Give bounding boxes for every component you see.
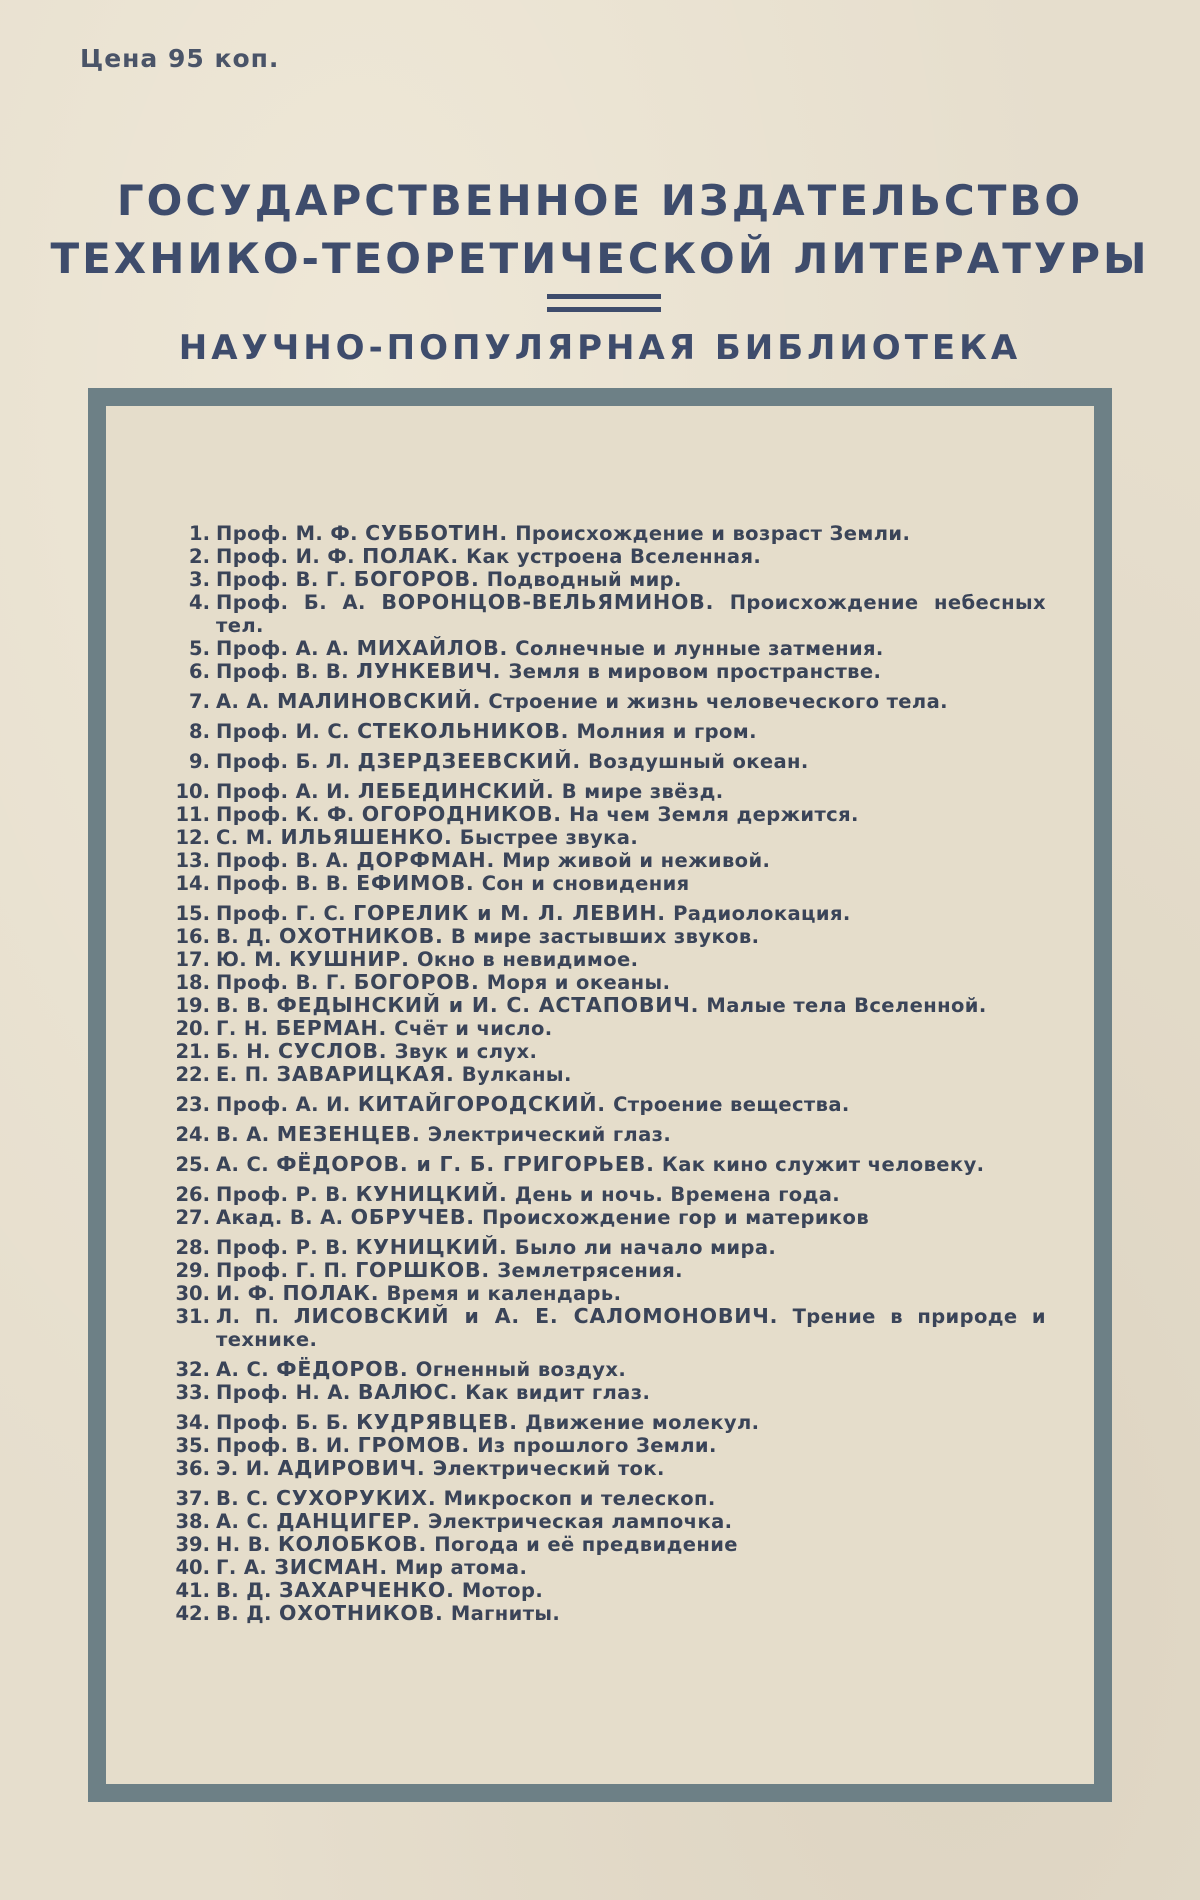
book-author-prefix: Проф. Р. В. xyxy=(216,1236,348,1259)
book-title: Звук и слух. xyxy=(395,1040,538,1063)
book-author-prefix: Проф. Г. С. xyxy=(216,902,346,925)
book-number: 23. xyxy=(166,1093,216,1116)
book-author-name: БОГОРОВ. xyxy=(354,567,480,591)
book-text xyxy=(216,780,1046,803)
book-text xyxy=(216,1017,1046,1040)
book-text xyxy=(216,925,1046,948)
book-author-name: ГОРЕЛИК и М. Л. ЛЕВИН. xyxy=(353,901,666,925)
book-number: 6. xyxy=(166,660,216,683)
book-text xyxy=(216,1305,1046,1351)
book-title: Солнечные и лунные затмения. xyxy=(515,637,883,660)
book-entry xyxy=(166,1579,1046,1602)
book-title: Сон и сновидения xyxy=(482,872,690,895)
book-author-prefix: Проф. К. Ф. xyxy=(216,803,355,826)
book-title: Магниты. xyxy=(451,1602,560,1625)
book-author-name: ФЕДЫНСКИЙ и И. С. АСТАПОВИЧ. xyxy=(277,993,700,1017)
book-text xyxy=(216,1093,1046,1116)
book-number: 9. xyxy=(166,750,216,773)
book-text xyxy=(216,849,1046,872)
book-text xyxy=(216,1123,1046,1146)
book-entry xyxy=(166,1457,1046,1480)
book-number: 22. xyxy=(166,1063,216,1086)
book-number: 28. xyxy=(166,1236,216,1259)
book-author-prefix: Ю. М. xyxy=(216,948,282,971)
book-author-name: ОБРУЧЕВ. xyxy=(351,1205,475,1229)
book-author-name: ВОРОНЦОВ-ВЕЛЬЯМИНОВ. xyxy=(381,590,714,614)
book-number: 14. xyxy=(166,872,216,895)
book-author-prefix: Проф. В. А. xyxy=(216,849,349,872)
book-number: 19. xyxy=(166,994,216,1017)
book-title: Быстрее звука. xyxy=(460,826,638,849)
book-author-name: КОЛОБКОВ. xyxy=(278,1532,427,1556)
book-author-prefix: С. М. xyxy=(216,826,273,849)
book-text xyxy=(216,803,1046,826)
book-entry xyxy=(166,803,1046,826)
book-author-name: ОХОТНИКОВ. xyxy=(279,1601,444,1625)
book-title: Время и календарь. xyxy=(387,1282,622,1305)
book-text xyxy=(216,568,1046,591)
book-author-prefix: Акад. В. А. xyxy=(216,1206,343,1229)
book-author-name: ГРОМОВ. xyxy=(358,1433,470,1457)
book-author-prefix: В. С. xyxy=(216,1487,269,1510)
book-author-prefix: Э. И. xyxy=(216,1457,270,1480)
book-text xyxy=(216,1457,1046,1480)
book-author-name: КИТАЙГОРОДСКИЙ. xyxy=(358,1092,606,1116)
book-number: 11. xyxy=(166,803,216,826)
price-label: Цена 95 коп. xyxy=(80,44,279,73)
book-entry xyxy=(166,720,1046,743)
book-author-prefix: Б. Н. xyxy=(216,1040,271,1063)
book-title: Микроскоп и телескоп. xyxy=(444,1487,716,1510)
book-entry xyxy=(166,1123,1046,1146)
book-author-name: АДИРОВИЧ. xyxy=(277,1456,425,1480)
book-text xyxy=(216,1040,1046,1063)
book-author-prefix: В. Д. xyxy=(216,925,272,948)
book-text xyxy=(216,1411,1046,1434)
book-number: 27. xyxy=(166,1206,216,1229)
book-entry xyxy=(166,826,1046,849)
book-title: В мире застывших звуков. xyxy=(451,925,760,948)
book-title: Огненный воздух. xyxy=(416,1358,626,1381)
book-title: Моря и океаны. xyxy=(487,971,671,994)
book-text xyxy=(216,1510,1046,1533)
book-text xyxy=(216,1602,1046,1625)
book-entry xyxy=(166,545,1046,568)
book-title: Как кино служит человеку. xyxy=(662,1153,985,1176)
book-number: 30. xyxy=(166,1282,216,1305)
book-author-name: КУНИЦКИЙ. xyxy=(356,1235,508,1259)
book-author-prefix: А. А. xyxy=(216,690,270,713)
book-author-name: МАЛИНОВСКИЙ. xyxy=(277,689,481,713)
book-author-name: ЗАВАРИЦКАЯ. xyxy=(276,1062,454,1086)
book-title: Молния и гром. xyxy=(576,720,756,743)
book-text xyxy=(216,1381,1046,1404)
book-text xyxy=(216,902,1046,925)
book-entry xyxy=(166,1358,1046,1381)
book-number: 17. xyxy=(166,948,216,971)
book-entry xyxy=(166,1434,1046,1457)
book-title: Малые тела Вселенной. xyxy=(706,994,986,1017)
book-title: Радиолокация. xyxy=(673,902,851,925)
book-entry xyxy=(166,971,1046,994)
book-author-name: СУХОРУКИХ. xyxy=(276,1486,436,1510)
book-number: 35. xyxy=(166,1434,216,1457)
book-author-name: ЕФИМОВ. xyxy=(356,871,474,895)
book-title: Электрическая лампочка. xyxy=(428,1510,733,1533)
book-author-prefix: Проф. Б. Л. xyxy=(216,750,350,773)
book-author-prefix: Проф. В. В. xyxy=(216,872,349,895)
book-author-prefix: Проф. Г. П. xyxy=(216,1259,348,1282)
book-entry xyxy=(166,591,1046,637)
book-author-prefix: Проф. А. И. xyxy=(216,1093,351,1116)
book-entry xyxy=(166,1602,1046,1625)
book-author-name: ЗАХАРЧЕНКО. xyxy=(279,1578,455,1602)
book-number: 29. xyxy=(166,1259,216,1282)
book-entry xyxy=(166,780,1046,803)
book-author-prefix: Проф. В. Г. xyxy=(216,568,347,591)
book-title: Мотор. xyxy=(462,1579,543,1602)
book-entry xyxy=(166,690,1046,713)
book-number: 5. xyxy=(166,637,216,660)
book-author-prefix: А. С. xyxy=(216,1153,269,1176)
book-number: 39. xyxy=(166,1533,216,1556)
publisher-title xyxy=(0,172,1200,288)
book-title: Происхождение и возраст Земли. xyxy=(515,522,910,545)
book-entry xyxy=(166,1533,1046,1556)
book-title: День и ночь. Времена года. xyxy=(515,1183,840,1206)
book-text xyxy=(216,872,1046,895)
book-entry xyxy=(166,1487,1046,1510)
book-author-prefix: Проф. Р. В. xyxy=(216,1183,348,1206)
book-number: 12. xyxy=(166,826,216,849)
book-author-prefix: Проф. А. И. xyxy=(216,780,351,803)
book-title: На чем Земля держится. xyxy=(569,803,859,826)
book-author-name: ФЁДОРОВ. и Г. Б. ГРИГОРЬЕВ. xyxy=(276,1152,654,1176)
book-text xyxy=(216,637,1046,660)
book-number: 7. xyxy=(166,690,216,713)
book-author-prefix: Проф. Б. А. xyxy=(216,591,366,614)
book-title: Движение молекул. xyxy=(525,1411,759,1434)
book-author-name: ОХОТНИКОВ. xyxy=(279,924,444,948)
book-text xyxy=(216,994,1046,1017)
book-text xyxy=(216,1206,1046,1229)
book-entry xyxy=(166,1411,1046,1434)
book-text xyxy=(216,750,1046,773)
book-list xyxy=(166,522,1046,1625)
book-entry xyxy=(166,1153,1046,1176)
book-text xyxy=(216,1358,1046,1381)
book-number: 36. xyxy=(166,1457,216,1480)
book-author-prefix: Проф. В. Г. xyxy=(216,971,347,994)
book-entry xyxy=(166,1381,1046,1404)
book-author-prefix: Проф. Н. А. xyxy=(216,1381,351,1404)
book-author-prefix: А. С. xyxy=(216,1358,269,1381)
book-author-prefix: Проф. И. С. xyxy=(216,720,350,743)
book-entry xyxy=(166,1510,1046,1533)
book-author-name: КУДРЯВЦЕВ. xyxy=(356,1410,518,1434)
book-text xyxy=(216,1556,1046,1579)
book-author-name: БОГОРОВ. xyxy=(354,970,480,994)
book-number: 34. xyxy=(166,1411,216,1434)
book-author-prefix: Г. А. xyxy=(216,1556,267,1579)
book-entry xyxy=(166,1093,1046,1116)
book-author-name: БЕРМАН. xyxy=(276,1016,387,1040)
book-text xyxy=(216,1579,1046,1602)
book-number: 20. xyxy=(166,1017,216,1040)
book-author-name: МЕЗЕНЦЕВ. xyxy=(277,1122,421,1146)
book-entry xyxy=(166,1236,1046,1259)
book-author-prefix: Проф. В. И. xyxy=(216,1434,350,1457)
book-title: Происхождение небесных тел. xyxy=(216,591,1046,637)
book-author-prefix: И. Ф. xyxy=(216,1282,275,1305)
book-author-name: ЗИСМАН. xyxy=(274,1555,388,1579)
book-title: Подводный мир. xyxy=(487,568,682,591)
book-number: 13. xyxy=(166,849,216,872)
book-number: 41. xyxy=(166,1579,216,1602)
book-author-name: ИЛЬЯШЕНКО. xyxy=(281,825,453,849)
book-author-name: ГОРШКОВ. xyxy=(355,1258,490,1282)
book-text xyxy=(216,1183,1046,1206)
book-author-prefix: Е. П. xyxy=(216,1063,269,1086)
book-number: 4. xyxy=(166,591,216,614)
book-number: 2. xyxy=(166,545,216,568)
book-text xyxy=(216,1434,1046,1457)
book-author-name: СУББОТИН. xyxy=(365,521,508,545)
book-number: 10. xyxy=(166,780,216,803)
book-title: Как видит глаз. xyxy=(465,1381,650,1404)
book-number: 26. xyxy=(166,1183,216,1206)
book-entry xyxy=(166,1305,1046,1351)
book-author-name: ПОЛАК. xyxy=(282,1281,379,1305)
book-author-name: СТЕКОЛЬНИКОВ. xyxy=(357,719,569,743)
book-entry xyxy=(166,1282,1046,1305)
book-author-prefix: Проф. М. Ф. xyxy=(216,522,358,545)
book-title: Окно в невидимое. xyxy=(417,948,638,971)
book-title: Из прошлого Земли. xyxy=(477,1434,717,1457)
book-author-name: ПОЛАК. xyxy=(362,544,459,568)
book-author-name: ДЗЕРДЗЕЕВСКИЙ. xyxy=(358,749,581,773)
book-title: Электрический ток. xyxy=(433,1457,665,1480)
book-number: 42. xyxy=(166,1602,216,1625)
book-text xyxy=(216,1236,1046,1259)
book-author-prefix: Проф. А. А. xyxy=(216,637,349,660)
book-title: Земля в мировом пространстве. xyxy=(508,660,881,683)
book-entry xyxy=(166,568,1046,591)
book-number: 25. xyxy=(166,1153,216,1176)
book-entry xyxy=(166,660,1046,683)
book-author-prefix: Проф. И. Ф. xyxy=(216,545,355,568)
book-author-prefix: В. А. xyxy=(216,1123,270,1146)
book-author-prefix: Проф. В. В. xyxy=(216,660,349,683)
book-entry xyxy=(166,1259,1046,1282)
book-number: 15. xyxy=(166,902,216,925)
book-title: Вулканы. xyxy=(462,1063,572,1086)
book-author-name: КУНИЦКИЙ. xyxy=(356,1182,508,1206)
book-entry xyxy=(166,1040,1046,1063)
book-author-prefix: В. Д. xyxy=(216,1579,272,1602)
publisher-line-2: ТЕХНИКО-ТЕОРЕТИЧЕСКОЙ ЛИТЕРАТУРЫ xyxy=(0,230,1200,288)
book-author-name: ЛИСОВСКИЙ и А. Е. САЛОМОНОВИЧ. xyxy=(294,1304,778,1328)
book-text xyxy=(216,1487,1046,1510)
book-title: Мир живой и неживой. xyxy=(502,849,770,872)
book-text xyxy=(216,1533,1046,1556)
book-text xyxy=(216,591,1046,637)
book-author-name: ВАЛЮС. xyxy=(358,1380,458,1404)
book-title: Землетрясения. xyxy=(497,1259,683,1282)
book-number: 1. xyxy=(166,522,216,545)
book-title: Трение в природе и технике. xyxy=(216,1305,1046,1351)
book-title: Строение и жизнь человеческого тела. xyxy=(488,690,948,713)
book-title: Воздушный океан. xyxy=(588,750,809,773)
book-entry xyxy=(166,1556,1046,1579)
book-entry xyxy=(166,1206,1046,1229)
book-author-prefix: Г. Н. xyxy=(216,1017,268,1040)
book-author-name: ФЁДОРОВ. xyxy=(276,1357,408,1381)
book-entry xyxy=(166,750,1046,773)
book-number: 37. xyxy=(166,1487,216,1510)
book-text xyxy=(216,690,1046,713)
book-author-name: ОГОРОДНИКОВ. xyxy=(362,802,562,826)
book-entry xyxy=(166,994,1046,1017)
book-number: 8. xyxy=(166,720,216,743)
book-author-prefix: В. Д. xyxy=(216,1602,272,1625)
book-author-name: КУШНИР. xyxy=(289,947,410,971)
book-title: Строение вещества. xyxy=(613,1093,850,1116)
book-text xyxy=(216,522,1046,545)
book-text xyxy=(216,826,1046,849)
book-author-prefix: Н. В. xyxy=(216,1533,271,1556)
book-title: Происхождение гор и материков xyxy=(482,1206,869,1229)
book-author-name: ДОРФМАН. xyxy=(356,848,495,872)
book-author-name: ЛУНКЕВИЧ. xyxy=(356,659,501,683)
book-title: Счёт и число. xyxy=(394,1017,552,1040)
book-title: Мир атома. xyxy=(395,1556,527,1579)
book-entry xyxy=(166,902,1046,925)
book-text xyxy=(216,1063,1046,1086)
book-text xyxy=(216,660,1046,683)
book-title: Электрический глаз. xyxy=(428,1123,671,1146)
book-number: 18. xyxy=(166,971,216,994)
book-author-prefix: Л. П. xyxy=(216,1305,279,1328)
book-title: Погода и её предвидение xyxy=(434,1533,738,1556)
book-number: 32. xyxy=(166,1358,216,1381)
book-text xyxy=(216,971,1046,994)
book-text xyxy=(216,1282,1046,1305)
book-author-name: ДАНЦИГЕР. xyxy=(276,1509,421,1533)
book-text xyxy=(216,1153,1046,1176)
series-title: НАУЧНО-ПОПУЛЯРНАЯ БИБЛИОТЕКА xyxy=(0,328,1200,368)
book-number: 40. xyxy=(166,1556,216,1579)
publisher-line-1: ГОСУДАРСТВЕННОЕ ИЗДАТЕЛЬСТВО xyxy=(0,172,1200,230)
book-title: В мире звёзд. xyxy=(562,780,724,803)
book-title: Как устроена Вселенная. xyxy=(466,545,761,568)
book-number: 38. xyxy=(166,1510,216,1533)
book-entry xyxy=(166,948,1046,971)
title-divider-bottom xyxy=(547,307,661,312)
book-text xyxy=(216,545,1046,568)
book-author-prefix: В. В. xyxy=(216,994,269,1017)
book-number: 16. xyxy=(166,925,216,948)
book-number: 3. xyxy=(166,568,216,591)
book-text xyxy=(216,720,1046,743)
book-entry xyxy=(166,925,1046,948)
book-entry xyxy=(166,849,1046,872)
book-author-name: МИХАЙЛОВ. xyxy=(357,636,508,660)
book-title: Было ли начало мира. xyxy=(515,1236,776,1259)
book-entry xyxy=(166,1063,1046,1086)
book-number: 21. xyxy=(166,1040,216,1063)
book-text xyxy=(216,1259,1046,1282)
book-entry xyxy=(166,1017,1046,1040)
book-author-name: СУСЛОВ. xyxy=(278,1039,387,1063)
book-number: 31. xyxy=(166,1305,216,1328)
book-number: 24. xyxy=(166,1123,216,1146)
book-text xyxy=(216,948,1046,971)
book-author-prefix: А. С. xyxy=(216,1510,269,1533)
book-entry xyxy=(166,1183,1046,1206)
title-divider-top xyxy=(547,294,661,299)
book-entry xyxy=(166,872,1046,895)
book-entry xyxy=(166,637,1046,660)
book-author-name: ЛЕБЕДИНСКИЙ. xyxy=(358,779,555,803)
book-number: 33. xyxy=(166,1381,216,1404)
book-entry xyxy=(166,522,1046,545)
book-author-prefix: Проф. Б. Б. xyxy=(216,1411,349,1434)
